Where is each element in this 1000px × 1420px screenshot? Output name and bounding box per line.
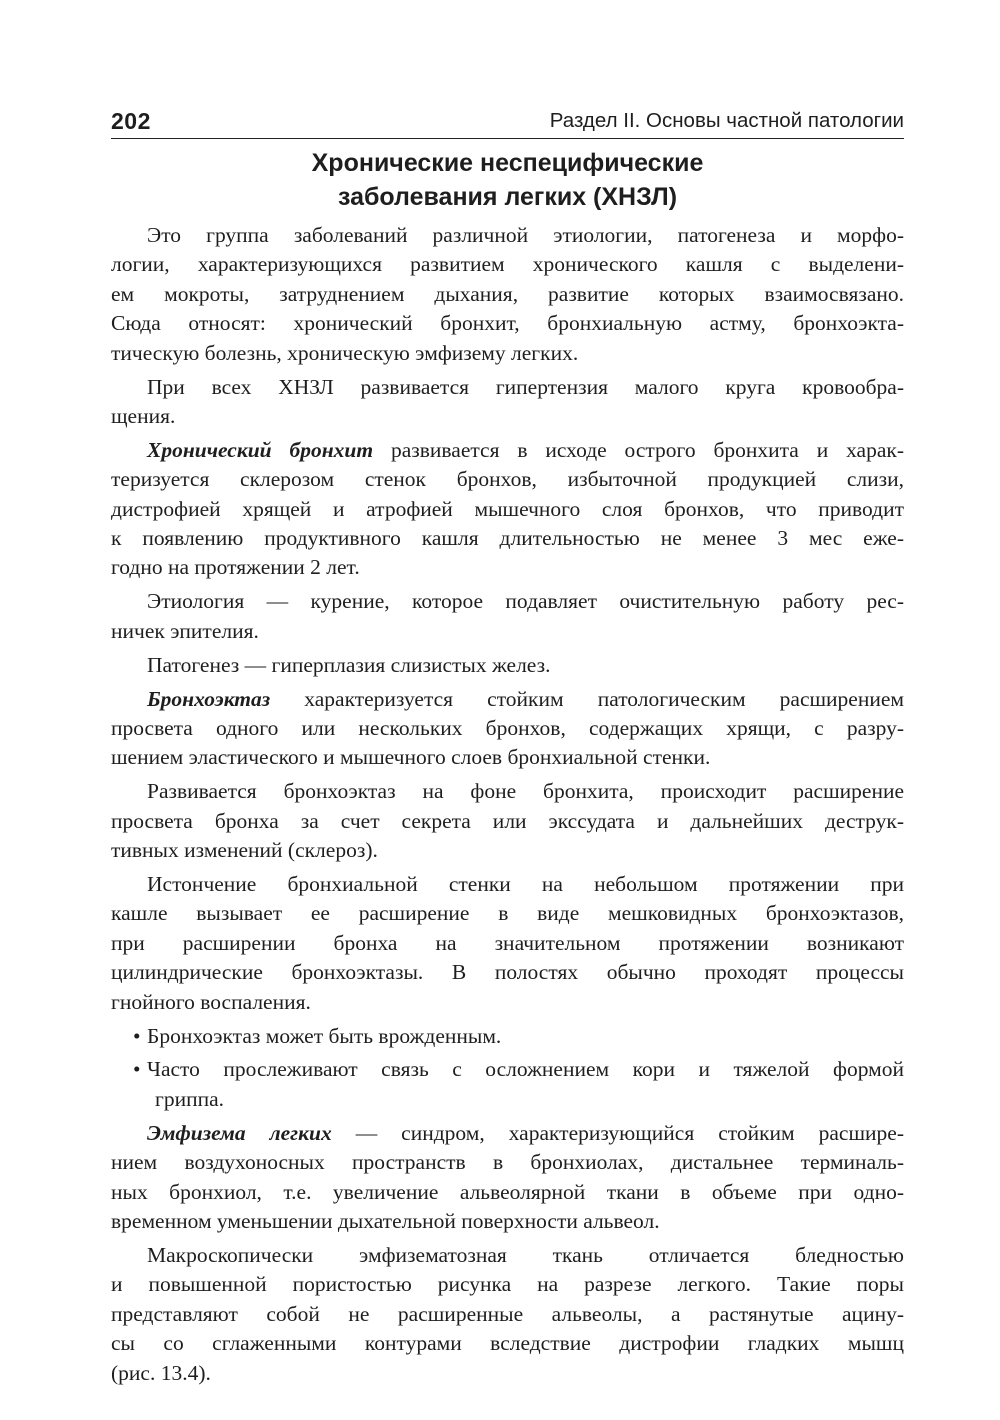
text-line: гриппа. xyxy=(155,1086,225,1111)
text-line xyxy=(111,1055,904,1084)
text-line: нием воздухоносных пространств в бронхиолах, дистальнее терминаль- xyxy=(111,1150,904,1175)
text-line: Патогенез — гиперплазия слизистых желез. xyxy=(147,652,551,677)
bullet-item xyxy=(111,1055,904,1114)
text-fragment: Бронхоэктаз может быть врожденным. xyxy=(147,1023,502,1048)
text-line: цилиндрические бронхоэктазы. В полостях обычно проходят процессы xyxy=(111,960,904,985)
text-line: тическую болезнь, хроническую эмфизему легких. xyxy=(111,340,579,365)
paragraph-chronic-bronchitis xyxy=(111,436,904,583)
text-line: логии, характеризующихся развитием хронического кашля с выделени- xyxy=(111,252,904,277)
text-line: щения. xyxy=(111,403,176,428)
text-line: годно на протяжении 2 лет. xyxy=(111,555,360,580)
text-fragment: развивается в исходе острого бронхита и харак- xyxy=(373,437,905,462)
bullet-icon: • xyxy=(133,1057,141,1082)
text-line: и повышенной пористостью рисунка на разрезе легкого. Такие поры xyxy=(111,1272,904,1297)
paragraph-definition xyxy=(111,221,904,368)
paragraph-pathogenesis xyxy=(111,651,904,680)
page-header xyxy=(111,104,904,139)
text-line: к появлению продуктивного кашля длительностью не менее 3 мес еже- xyxy=(111,526,904,551)
text-line xyxy=(111,436,904,465)
text-fragment: характеризуется стойким патологическим расширением xyxy=(270,686,904,711)
bullet-item xyxy=(111,1022,904,1051)
text-fragment: — синдром, характеризующийся стойким расшире- xyxy=(331,1120,904,1145)
term-emphysema: Эмфизема легких xyxy=(147,1120,332,1145)
bullet-icon: • xyxy=(133,1023,141,1048)
text-line: дистрофией хрящей и атрофией мышечного слоя бронхов, что приводит xyxy=(111,496,904,521)
text-line: тивных изменений (склероз). xyxy=(111,838,378,863)
text-line: Истончение бронхиальной стенки на небольшом протяжении при xyxy=(147,872,904,897)
text-line: Развивается бронхоэктаз на фоне бронхита, происходит расширение xyxy=(147,779,904,804)
term-chronic-bronchitis: Хронический бронхит xyxy=(147,437,374,462)
text-line: просвета одного или нескольких бронхов, содержащих хрящи, с разру- xyxy=(111,716,904,740)
text-line: Этиология — курение, которое подавляет очистительную работу рес- xyxy=(147,589,904,614)
text-fragment: Часто прослеживают связь с осложнением кори и тяжелой формой xyxy=(147,1057,904,1082)
paragraph-wall-thinning xyxy=(111,870,904,1017)
paragraph-bronchiectasis xyxy=(111,685,904,773)
text-line: представляют собой не расширенные альвеолы, а растянутые ацину- xyxy=(111,1301,904,1326)
text-line: кашле вызывает ее расширение в виде мешковидных бронхоэктазов, xyxy=(111,901,904,926)
running-head: Раздел II. Основы частной патологии xyxy=(549,109,904,132)
page-number: 202 xyxy=(111,108,151,134)
text-line: Макроскопически эмфизематозная ткань отличается бледностью xyxy=(147,1242,904,1267)
text-line xyxy=(111,685,904,714)
section-title-line-2: заболевания легких (ХНЗЛ) xyxy=(337,183,678,211)
text-line: ных бронхиол, т.е. увеличение альвеолярной ткани в объеме при одно- xyxy=(111,1179,904,1204)
text-line: Сюда относят: хронический бронхит, бронхиальную астму, бронхоэкта- xyxy=(111,311,904,336)
text-line: При всех ХНЗЛ развивается гипертензия малого круга кровообра- xyxy=(147,374,904,399)
paragraph-emphysema xyxy=(111,1119,904,1237)
text-line: сы со сглаженными контурами вследствие дистрофии гладких мышц xyxy=(111,1331,904,1356)
text-line: ем мокроты, затруднением дыхания, развитие которых взаимосвязано. xyxy=(111,281,904,306)
text-line xyxy=(111,1022,904,1051)
text-line: ничек эпителия. xyxy=(111,618,259,643)
text-line: временном уменьшении дыхательной поверхности альвеол. xyxy=(111,1209,660,1233)
term-bronchiectasis: Бронхоэктаз xyxy=(147,686,271,711)
section-title-line-1: Хронические неспецифические xyxy=(311,149,704,177)
paragraph-etiology xyxy=(111,587,904,646)
paragraph-bronchiectasis-development xyxy=(111,777,904,865)
text-line: теризуется склерозом стенок бронхов, избыточной продукцией слизи, xyxy=(111,467,904,492)
section-title xyxy=(111,146,904,214)
paragraph-hypertension xyxy=(111,373,904,432)
text-line: просвета бронха за счет секрета или экссудата и дальнейших деструк- xyxy=(111,808,904,833)
text-line: (рис. 13.4). xyxy=(111,1360,211,1385)
text-line: Это группа заболеваний различной этиологии, патогенеза и морфо- xyxy=(147,223,904,247)
text-line: при расширении бронха на значительном протяжении возникают xyxy=(111,930,904,955)
text-line: шением эластического и мышечного слоев бронхиальной стенки. xyxy=(111,745,711,770)
text-line: гнойного воспаления. xyxy=(111,989,311,1014)
text-line xyxy=(111,1119,904,1148)
paragraph-macroscopic xyxy=(111,1241,904,1388)
body-text xyxy=(111,221,904,1392)
